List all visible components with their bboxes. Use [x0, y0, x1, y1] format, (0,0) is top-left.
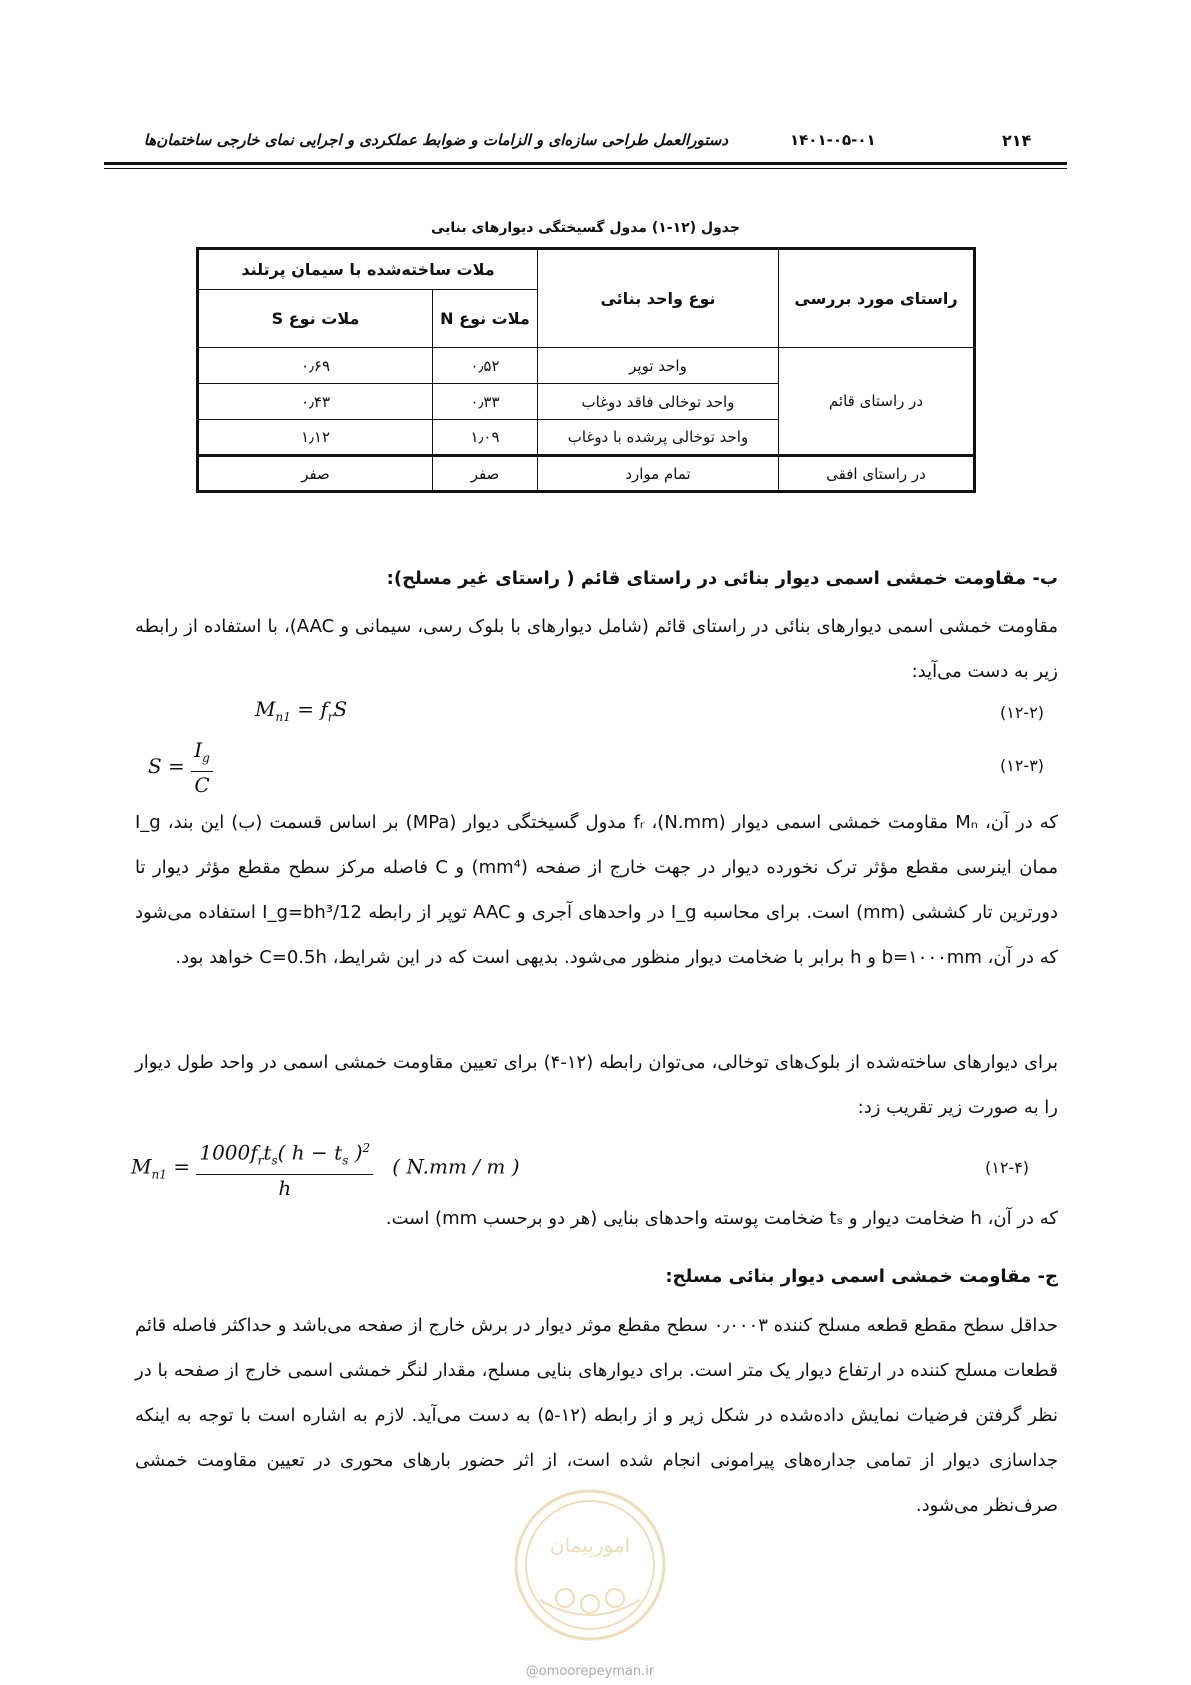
section-c-heading: ج- مقاومت خمشی اسمی دیوار بنائی مسلح: — [665, 1266, 1058, 1287]
table-cell-s: ۰٫۶۹ — [198, 348, 433, 384]
header-rule — [104, 162, 1067, 165]
equation-12-3-number: (۱۲-۳) — [1000, 756, 1045, 775]
watermark-logo-icon — [510, 1480, 670, 1650]
col-mortar-n-header: ملات نوع N — [433, 290, 538, 348]
table-cell-unit: واحد توخالی فاقد دوغاب — [538, 384, 779, 420]
header-rule-thin — [104, 168, 1067, 169]
equation-12-4-number: (۱۲-۴) — [985, 1158, 1030, 1177]
col-unit-header: نوع واحد بنائی — [538, 249, 779, 348]
table-cell-s: ۰٫۴۳ — [198, 384, 433, 420]
section-c-para1: حداقل سطح مقطع قطعه مسلح کننده ۰٫۰۰۰۳ سطح مقطع موثر دیوار در برش خارج از صفحه می‌باشد و حداکثر فاصله قائم قطعات مسلح کننده در ارتفاع دیوار یک متر است. برای دیوارهای بنایی مسلح، مقدار لنگر خمشی اسمی خارج از صفحه با در نظر گرفتن فرضیات نمایش داده‌شده در شکل زیر و از رابطه (۱۲-۵) به دست می‌آید. لازم به اشاره است با توجه به اینکه جداسازی دیوار از تمامی جداره‌های پیرامونی انجام شده است، از اثر حضور بارهای محوری در تعیین مقاومت خمشی صرف‌نظر می‌شود. — [135, 1315, 1059, 1516]
table-caption: جدول (۱۲-۱) مدول گسیختگی دیوارهای بنایی — [431, 220, 740, 236]
table-cell-unit: واحد توخالی پرشده با دوغاب — [538, 420, 779, 456]
watermark-text: @omoorepeyman.ir — [525, 1664, 655, 1679]
table-cell-s: صفر — [198, 456, 433, 492]
header-date: ۱۴۰۱-۰۵-۰۱ — [790, 131, 876, 149]
table-cell-unit: واحد توپر — [538, 348, 779, 384]
table-cell-n: ۱٫۰۹ — [433, 420, 538, 456]
table-cell-n: ۰٫۳۳ — [433, 384, 538, 420]
equation-12-4: $M_{n1}$ = $\frac{1000f_rt_s( h - t_s )^2}{h}$ ( N.mm / m ) — [131, 1135, 520, 1201]
table-cell-n: ۰٫۵۲ — [433, 348, 538, 384]
section-b-para3: برای دیوارهای ساخته‌شده از بلوک‌های توخالی، می‌توان رابطه (۱۲-۴) برای تعیین مقاومت خمشی اسمی در واحد طول دیوار را به صورت زیر تقریب زد: — [135, 1052, 1058, 1118]
modulus-table — [196, 247, 976, 493]
table-cell-direction: در راستای قائم — [779, 348, 975, 456]
table-cell-unit: تمام موارد — [538, 456, 779, 492]
section-b-para2: که در آن، Mₙ مقاومت خمشی اسمی دیوار (N.mm)، fᵣ مدول گسیختگی دیوار (MPa) بر اساس قسمت (ب) این بند، I_g ممان اینرسی مقطع مؤثر ترک نخورده دیوار در جهت خارج از صفحه (mm⁴) و C فاصله مرکز سطح مقطع مؤثر دیوار تا دورترین تار کششی (mm) است. برای محاسبه I_g در واحدهای آجری و AAC توپر از رابطه I_g=bh³/12 استفاده می‌شود که در آن، b=۱۰۰۰mm و h برابر با ضخامت دیوار منظور می‌شود. بدیهی است که در این شرایط، C=0.5h خواهد بود. — [135, 812, 1058, 968]
section-b-para4: که در آن، h ضخامت دیوار و tₛ ضخامت پوسته واحدهای بنایی (هر دو برحسب mm) است. — [385, 1208, 1058, 1229]
col-direction-header: راستای مورد بررسی — [779, 249, 975, 348]
svg-text:امورپیمان: امورپیمان — [549, 1533, 631, 1557]
equation-12-3: S = $\frac{I_g}{C}$ — [148, 737, 213, 798]
section-b-para1: مقاومت خمشی اسمی دیوارهای بنائی در راستای قائم (شامل دیوارهای با بلوک رسی، سیمانی و AAC)، با استفاده از رابطه زیر به دست می‌آید: — [135, 616, 1058, 682]
table-cell-direction: در راستای افقی — [779, 456, 975, 492]
table-cell-n: صفر — [433, 456, 538, 492]
header-title: دستورالعمل طراحی سازه‌ای و الزامات و ضوابط عملکردی و اجرایی نمای خارجی ساختمان‌ها — [143, 131, 728, 149]
page-number: ۲۱۴ — [1002, 131, 1032, 150]
col-mortar-s-header: ملات نوع S — [198, 290, 433, 348]
table-cell-s: ۱٫۱۲ — [198, 420, 433, 456]
col-mortar-group-header: ملات ساخته‌شده با سیمان پرتلند — [198, 249, 538, 290]
section-b-heading: ب- مقاومت خمشی اسمی دیوار بنائی در راستای قائم ( راستای غیر مسلح): — [386, 568, 1058, 589]
equation-12-2-number: (۱۲-۲) — [1000, 703, 1045, 722]
equation-12-2: $M_{n1} = f_rS$ — [255, 697, 348, 724]
equation-12-4-unit: ( N.mm / m ) — [392, 1154, 520, 1179]
